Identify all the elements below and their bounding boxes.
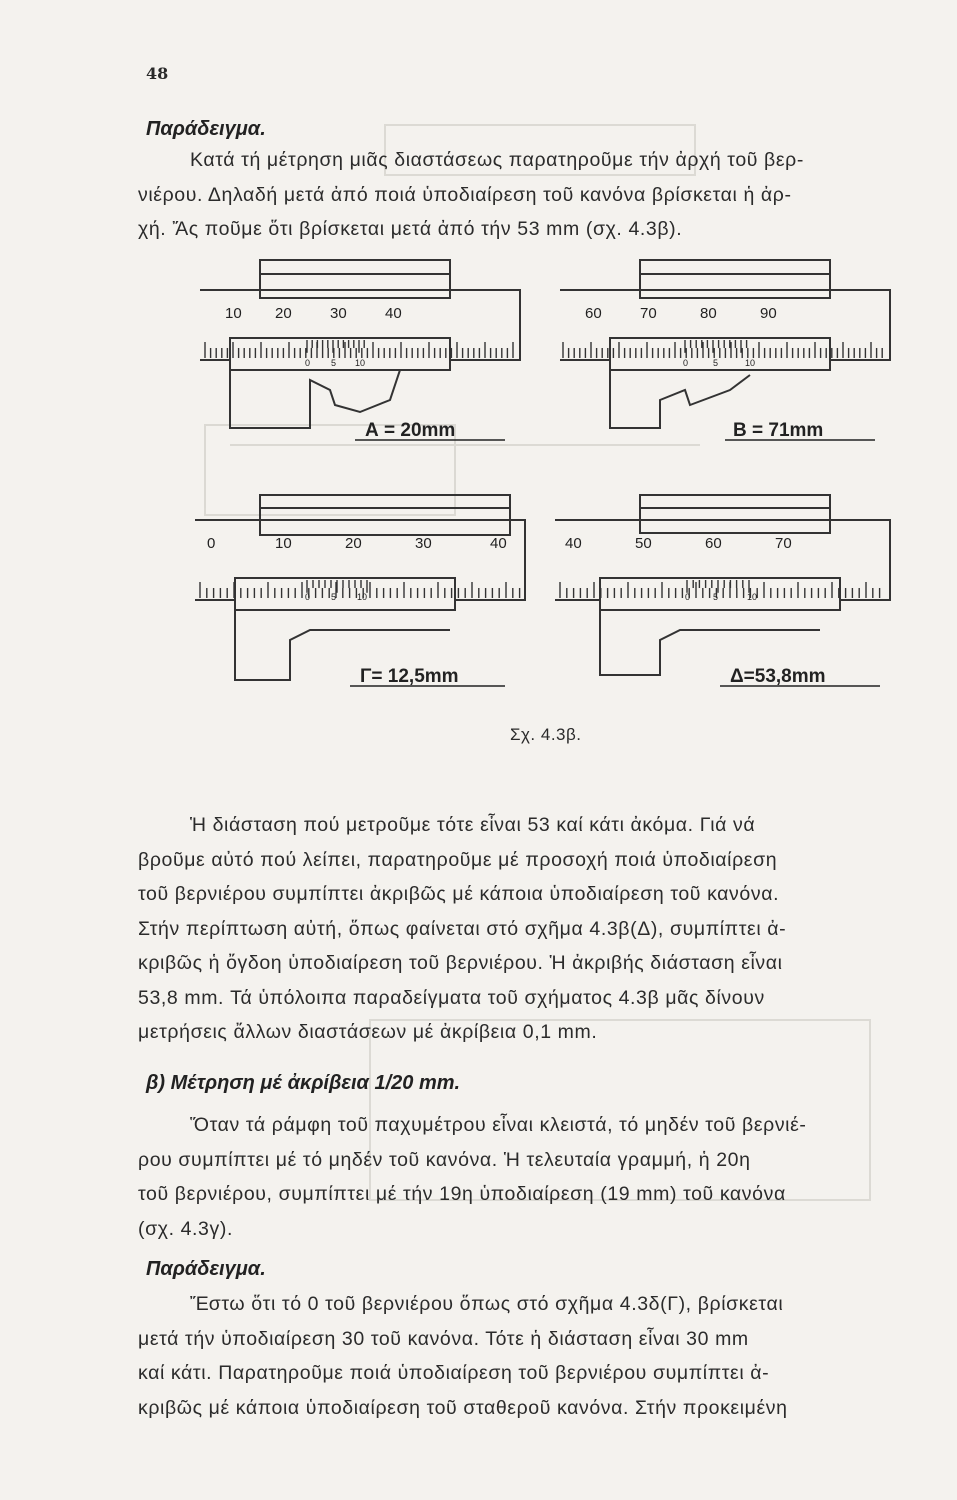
result-label-b: Β = 71mm	[733, 420, 824, 441]
slider-top	[260, 260, 450, 298]
vernier-label: 10	[355, 358, 366, 368]
text-line: καί κάτι. Παρατηροῦμε ποιά ὑποδιαίρεση τοῦ βερνιέρου συμπίπτει ἀ-	[138, 1362, 770, 1384]
scale-label: 60	[705, 535, 722, 552]
panel-d	[555, 495, 890, 675]
text-line: Κατά τή μέτρηση μιᾶς διαστάσεως παρατηροῦμε τήν ἀρχή τοῦ βερ-	[190, 149, 804, 171]
panel-c	[195, 495, 525, 680]
text-line: νιέρου. Δηλαδή μετά ἀπό ποιά ὑποδιαίρεση τοῦ κανόνα βρίσκεται ἡ ἀρ-	[138, 183, 792, 206]
text-line: Ἡ διάσταση πού μετροῦμε τότε εἶναι 53 καί κάτι ἀκόμα. Γιά νά	[190, 814, 756, 836]
page-number: 48	[146, 64, 169, 83]
scale-label: 20	[345, 535, 362, 552]
final-paragraph	[138, 1287, 944, 1425]
vernier-label: 10	[745, 358, 756, 368]
panel-a	[200, 260, 520, 428]
example-heading-1: Παράδειγμα.	[146, 118, 266, 140]
example-heading-2: Παράδειγμα.	[146, 1258, 266, 1280]
scale-label: 30	[330, 305, 347, 322]
text-line: μετρήσεις ἄλλων διαστάσεων μέ ἀκρίβεια 0,1 mm.	[138, 1021, 598, 1043]
vernier-label: 0	[685, 592, 691, 602]
scale-label: 80	[700, 305, 717, 322]
vernier-label: 5	[713, 358, 719, 368]
text-line: χή. Ἄς ποῦμε ὅτι βρίσκεται μετά ἀπό τήν 53 mm (σχ. 4.3β).	[138, 218, 683, 240]
scale-label: 40	[565, 535, 582, 552]
scale-label: 70	[775, 535, 792, 552]
scale-label: 40	[490, 535, 507, 552]
vernier-label: 10	[357, 592, 368, 602]
scale-label: 20	[275, 305, 292, 322]
scale-label: 30	[415, 535, 432, 552]
scale-label: 0	[207, 535, 216, 552]
vernier-label: 5	[331, 358, 337, 368]
explanation-paragraph	[138, 808, 944, 1050]
intro-paragraph	[138, 143, 944, 247]
text-line: (σχ. 4.3γ).	[138, 1217, 233, 1240]
text-line: Ὅταν τά ράμφη τοῦ παχυμέτρου εἶναι κλειστά, τό μηδέν τοῦ βερνιέ-	[190, 1114, 807, 1136]
vernier-label: 10	[747, 592, 758, 602]
text-line: 53,8 mm. Τά ὑπόλοιπα παραδείγματα τοῦ σχήματος 4.3β μᾶς δίνουν	[138, 986, 765, 1009]
text-line: Στήν περίπτωση αὐτή, ὅπως φαίνεται στό σχῆμα 4.3β(Δ), συμπίπτει ἀ-	[138, 917, 787, 940]
result-label-d: Δ=53,8mm	[730, 666, 826, 687]
scale-label: 50	[635, 535, 652, 552]
scale-label: 70	[640, 305, 657, 322]
vernier-label: 0	[305, 592, 311, 602]
result-label-c: Γ= 12,5mm	[360, 666, 459, 687]
text-line: κριβῶς ἡ ὄγδοη ὑποδιαίρεση τοῦ βερνιέρου. Ἡ ἀκριβής διάσταση εἶναι	[138, 952, 783, 974]
scale-label: 10	[225, 305, 242, 322]
vernier-label: 5	[331, 592, 337, 602]
section-paragraph	[138, 1108, 944, 1246]
panel-b	[560, 260, 890, 428]
text-line: βροῦμε αὐτό πού λείπει, παρατηροῦμε μέ προσοχή ποιά ὑποδιαίρεση	[138, 848, 778, 871]
scale-label: 40	[385, 305, 402, 322]
section-heading: β) Μέτρηση μέ ἀκρίβεια 1/20 mm.	[146, 1072, 461, 1094]
text-line: κριβῶς μέ κάποια ὑποδιαίρεση τοῦ σταθεροῦ κανόνα. Στήν προκειμένη	[138, 1396, 788, 1419]
vernier-label: 0	[683, 358, 689, 368]
text-line: ρου συμπίπτει μέ τό μηδέν τοῦ κανόνα. Ἡ τελευταία γραμμή, ἡ 20η	[138, 1148, 751, 1171]
figure-caption: Σχ. 4.3β.	[510, 725, 582, 744]
vernier-caliper-figure	[185, 250, 905, 705]
text-line: μετά τήν ὑποδιαίρεση 30 τοῦ κανόνα. Τότε ἡ διάσταση εἶναι 30 mm	[138, 1327, 749, 1350]
scale-label: 60	[585, 305, 602, 322]
text-line: Ἔστω ὅτι τό 0 τοῦ βερνιέρου ὅπως στό σχῆμα 4.3δ(Γ), βρίσκεται	[190, 1293, 784, 1315]
vernier-label: 5	[713, 592, 719, 602]
vernier-label: 0	[305, 358, 311, 368]
scale-label: 10	[275, 535, 292, 552]
text-line: τοῦ βερνιέρου, συμπίπτει μέ τήν 19η ὑποδιαίρεση (19 mm) τοῦ κανόνα	[138, 1183, 786, 1205]
text-line: τοῦ βερνιέρου συμπίπτει ἀκριβῶς μέ κάποια ὑποδιαίρεση τοῦ κανόνα.	[138, 883, 780, 905]
result-label-a: Α = 20mm	[365, 420, 456, 441]
scale-label: 90	[760, 305, 777, 322]
